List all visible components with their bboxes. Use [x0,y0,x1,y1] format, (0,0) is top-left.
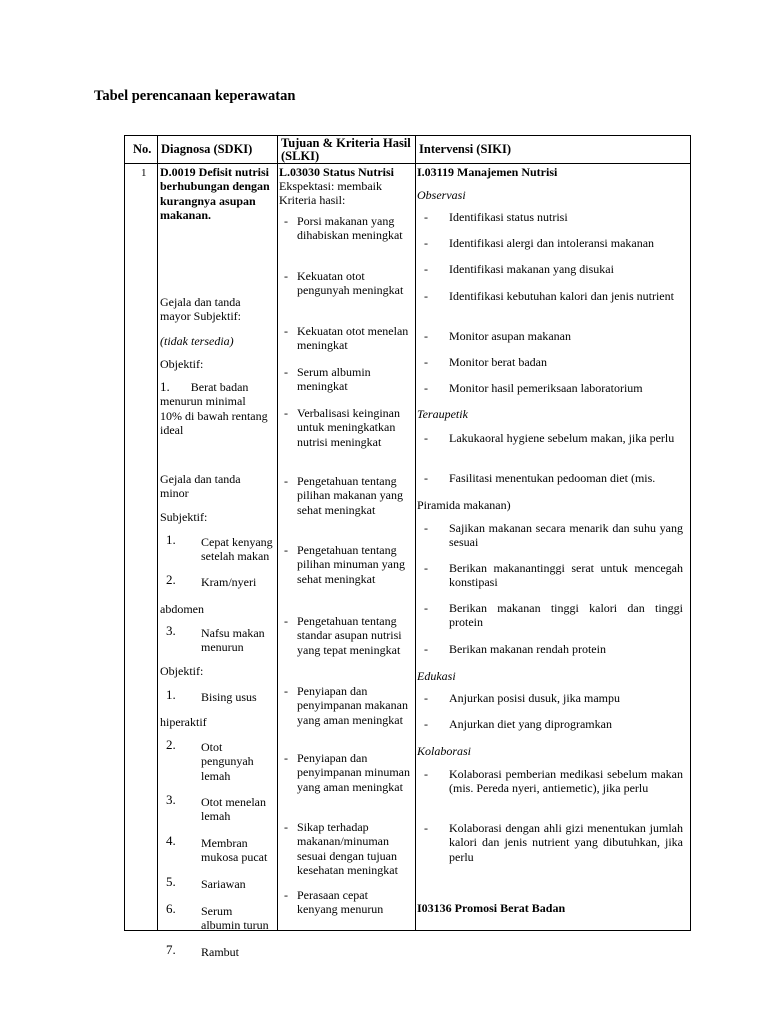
dash-bullet: - [424,767,428,781]
header-intervensi: Intervensi (SIKI) [416,136,691,164]
list-item-text: Identifikasi alergi dan intoleransi makanan [449,236,655,250]
table-row [125,164,691,931]
terapeutik-label: Teraupetik [417,407,468,421]
list-item [166,624,276,654]
dash-bullet: - [284,365,288,379]
nursing-plan-table [124,135,691,959]
list-item-text: Kolaborasi dengan ahli gizi menentukan jumlah kalori dan jenis nutrient yang dibutuhkan, jika perlu [449,821,683,864]
item-text: Otot menelan lemah [201,795,266,824]
dash-bullet: - [284,751,288,765]
item-number: 1. [166,687,176,702]
list-item-text: Verbalisasi keinginan untuk meningkatkan nutrisi meningkat [297,406,400,449]
objektif-label: Objektif: [160,664,204,678]
item-number: 5. [166,874,176,889]
objektif-label: Objektif: [160,357,204,371]
dash-bullet: - [424,561,428,575]
list-item [166,834,276,864]
list-item-text: Pengetahuan tentang pilihan minuman yang sehat meningkat [297,543,405,586]
dash-bullet: - [424,471,428,485]
list-item-text: Identifikasi kebutuhan kalori dan jenis nutrient [449,289,674,303]
row-number: 1 [141,167,147,179]
item-number: 1. [160,379,170,394]
list-item-text: Pengetahuan tentang standar asupan nutrisi yang tepat meningkat [297,614,402,657]
list-item-text: Porsi makanan yang dihabiskan meningkat [297,214,403,243]
list-item-text: Berikan makanantinggi serat untuk mencegah konstipasi [449,561,683,590]
mayor-subjektif: (tidak tersedia) [160,334,234,348]
item-number: 4. [166,833,176,848]
item-number: 2. [166,572,176,587]
list-item [166,793,276,823]
list-item-text: Monitor asupan makanan [449,329,571,343]
list-item-text: Pengetahuan tentang pilihan makanan yang sehat meningkat [297,474,403,517]
list-item-text: Monitor berat badan [449,355,547,369]
list-item [166,902,276,932]
dash-bullet: - [284,543,288,557]
list-item-text: Identifikasi status nutrisi [449,210,568,224]
dash-bullet: - [424,236,428,250]
cell-no [125,164,158,931]
item-number: 3. [166,623,176,638]
list-item-text: Anjurkan diet yang diprogramkan [449,717,612,731]
item-text: Otot pengunyah lemah [201,740,254,783]
dash-bullet: - [284,684,288,698]
list-item-text: Kolaborasi pemberian medikasi sebelum makan (mis. Pereda nyeri, antiemetic), jika perlu [449,767,683,796]
list-item-text: Lakukaoral hygiene sebelum makan, jika perlu [449,431,675,445]
item-number: 6. [166,901,176,916]
ekspektasi: Ekspektasi: membaik [279,179,382,193]
item-text: Rambut [201,945,239,959]
dash-bullet: - [424,289,428,303]
list-item-text: Anjurkan posisi dusuk, jika mampu [449,691,620,705]
dash-bullet: - [424,691,428,705]
list-item [166,533,276,563]
list-item-text: Berikan makanan rendah protein [449,642,606,656]
item-number: 7. [166,942,176,957]
terapeutik-continuation: Piramida makanan) [417,498,511,512]
item-text: Nafsu makan menurun [201,626,265,655]
list-item-text: Berikan makanan tinggi kalori dan tinggi protein [449,601,683,630]
item-text: Kram/nyeri [201,575,257,589]
cell-tujuan [278,164,416,931]
cell-intervensi [416,164,691,931]
dash-bullet: - [424,355,428,369]
dash-bullet: - [424,642,428,656]
dash-bullet: - [424,717,428,731]
list-item-text: Kekuatan otot pengunyah meningkat [297,269,404,298]
dash-bullet: - [424,821,428,835]
header-tujuan: Tujuan & Kriteria Hasil (SLKI) [278,136,416,164]
dash-bullet: - [424,210,428,224]
list-item-text: Serum albumin meningkat [297,365,371,394]
edukasi-label: Edukasi [417,669,456,683]
dash-bullet: - [284,269,288,283]
list-item-text: Kekuatan otot menelan meningkat [297,324,409,353]
dash-bullet: - [284,614,288,628]
dash-bullet: - [424,601,428,615]
dash-bullet: - [424,262,428,276]
dash-bullet: - [424,431,428,445]
list-item-text: Sikap terhadap makanan/minuman sesuai dengan tujuan kesehatan meningkat [297,820,398,878]
item-number: 3. [166,792,176,807]
minor-heading: Gejala dan tanda minor [160,472,241,501]
dash-bullet: - [284,474,288,488]
dash-bullet: - [284,324,288,338]
cell-diagnosa [158,164,278,959]
list-item-text: Penyiapan dan penyimpanan makanan yang aman meningkat [297,684,408,727]
mayor-heading: Gejala dan tanda mayor Subjektif: [160,295,241,324]
next-intervention-code: I03136 Promosi Berat Badan [417,901,566,915]
list-item [166,738,276,782]
dash-bullet: - [284,406,288,420]
kolaborasi-label: Kolaborasi [417,744,472,758]
list-item-text: Sajikan makanan secara menarik dan suhu yang sesuai [449,521,683,550]
list-item [166,943,276,959]
dash-bullet: - [284,820,288,834]
item-number: 2. [166,737,176,752]
item-text: Bising usus [201,690,257,704]
list-item-text: Fasilitasi menentukan pedooman diet (mis. [449,471,656,485]
dash-bullet: - [424,329,428,343]
list-item [166,688,276,704]
item-text: Membran mukosa pucat [201,836,268,865]
dash-bullet: - [424,521,428,535]
kriteria-label: Kriteria hasil: [279,193,346,207]
list-item-text: Identifikasi makanan yang disukai [449,262,614,276]
list-item-text: Monitor hasil pemeriksaan laboratorium [449,381,643,395]
list-item-continuation: hiperaktif [160,715,207,729]
dash-bullet: - [424,381,428,395]
header-diagnosa: Diagnosa (SDKI) [158,136,278,164]
list-item [166,875,276,891]
siki-code: I.03119 Manajemen Nutrisi [417,165,558,179]
item-text: Cepat kenyang setelah makan [201,535,273,564]
page-title: Tabel perencanaan keperawatan [94,88,296,104]
list-item-continuation: abdomen [160,602,204,616]
diagnosa-title: D.0019 Defisit nutrisi berhubungan dengan kurangnya asupan makanan. [160,165,270,223]
item-text: Berat badan menurun minimal 10% di bawah rentang ideal [160,380,268,438]
dash-bullet: - [284,888,288,902]
dash-bullet: - [284,214,288,228]
item-text: Serum albumin turun [201,904,269,933]
mayor-objektif-item [160,380,270,438]
item-number: 1. [166,532,176,547]
subjektif-label: Subjektif: [160,510,208,524]
list-item-text: Penyiapan dan penyimpanan minuman yang aman meningkat [297,751,410,794]
list-item [166,573,276,589]
header-no: No. [125,136,158,164]
header-row [125,136,691,164]
list-item-text: Perasaan cepat kenyang menurun [297,888,384,917]
observasi-label: Observasi [417,188,466,202]
item-text: Sariawan [201,877,246,891]
slki-code: L.03030 Status Nutrisi [279,165,395,179]
